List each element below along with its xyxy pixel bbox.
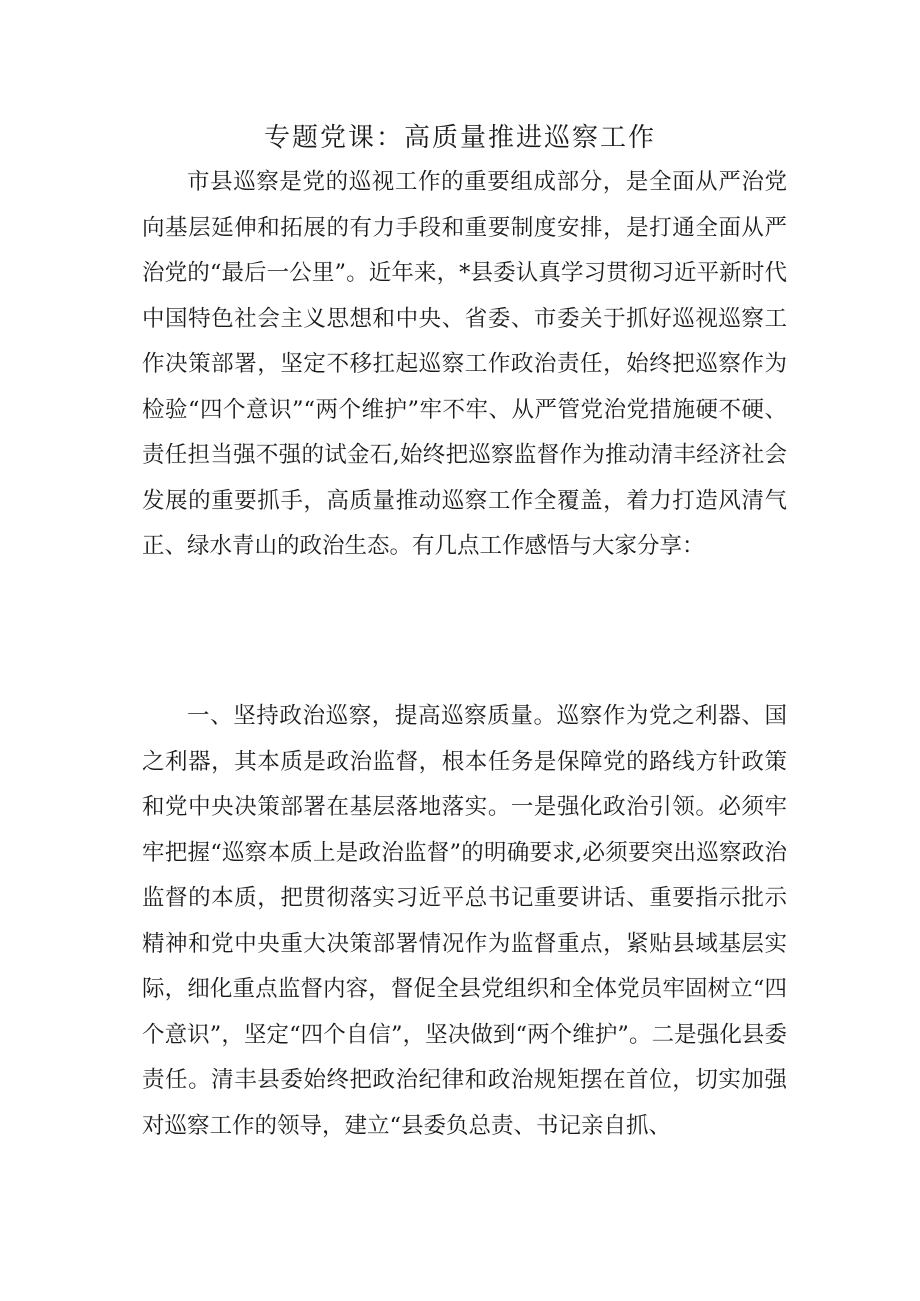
section-one-paragraph: 一、坚持政治巡察，提高巡察质量。巡察作为党之利器、国之利器，其本质是政治监督，根本任务是保障党的路线方针政策和党中央决策部署在基层落地落实。一是强化政治引领。必须牢牢把握“巡察本质上是政治监督”的明确要求,必须要突出巡察政治监督的本质，把贯彻落实习近平总书记重要讲话、重要指示批示精神和党中央重大决策部署情况作为监督重点，紧贴县域基层实际，细化重点监督内容，督促全县党组织和全体党员牢固树立“四个意识”，坚定“四个自信”，坚决做到“两个维护”。二是强化县委责任。清丰县委始终把政治纪律和政治规矩摆在首位，切实加强对巡察工作的领导，建立“县委负总责、书记亲自抓、 bbox=[142, 703, 787, 1139]
document-title: 专题党课：高质量推进巡察工作 bbox=[263, 123, 656, 153]
intro-paragraph: 市县巡察是党的巡视工作的重要组成部分，是全面从严治党向基层延伸和拓展的有力手段和重要制度安排，是打通全面从严治党的“最后一公里”。近年来，*县委认真学习贯彻习近平新时代中国特色社会主义思想和中央、省委、市委关于抓好巡视巡察工作决策部署，坚定不移扛起巡察工作政治责任，始终把巡察作为检验“四个意识”“两个维护”牢不牢、从严管党治党措施硬不硬、责任担当强不强的试金石,始终把巡察监督作为推动清丰经济社会发展的重要抓手，高质量推动巡察工作全覆盖，着力打造风清气正、绿水青山的政治生态。有几点工作感悟与大家分享： bbox=[142, 169, 787, 559]
